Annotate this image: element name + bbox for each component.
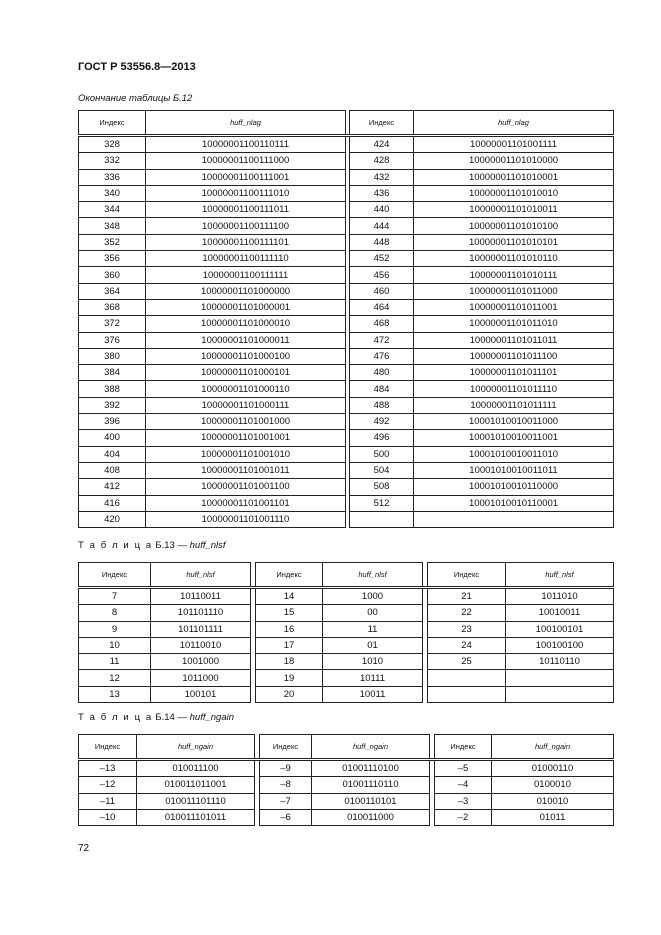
table-cell: 010011100: [137, 760, 255, 777]
table-cell: 10000001101011111: [414, 397, 614, 413]
table-cell: 10000001101001111: [414, 136, 614, 153]
table-cell: 10000001100111110: [146, 251, 346, 267]
table-row: [79, 605, 614, 621]
table-row: [79, 185, 614, 201]
table-cell: 10000001101011101: [414, 365, 614, 381]
table-cell: 11: [323, 621, 423, 637]
col-header-code: huff_ngain: [137, 735, 255, 760]
table-cell: 10000001100111010: [146, 185, 346, 201]
table-cell: 10000001101010000: [414, 153, 614, 169]
table-cell: –7: [260, 793, 312, 809]
table-cell: 10001010010110000: [414, 479, 614, 495]
table-cell: 10001010010011000: [414, 414, 614, 430]
table-cell: 0100110101: [312, 793, 430, 809]
table-cell: 100100100: [506, 637, 614, 653]
caption-name: huff_nlsf: [189, 540, 226, 551]
table-cell: 01000110: [492, 760, 614, 777]
table-cell: 440: [350, 202, 414, 218]
caption-number: Б.13 —: [155, 540, 187, 551]
table-cell: –6: [260, 809, 312, 825]
table-cell: 10000001101010111: [414, 267, 614, 283]
table-row: [79, 479, 614, 495]
table-cell: 7: [79, 588, 151, 605]
table-cell: 464: [350, 299, 414, 315]
table-cell: 360: [79, 267, 146, 283]
table-cell: [506, 686, 614, 702]
caption-number: Б.14 —: [155, 712, 187, 723]
table-cell: 332: [79, 153, 146, 169]
table-cell: 10110011: [151, 588, 251, 605]
table-cell: 472: [350, 332, 414, 348]
table-cell: 452: [350, 251, 414, 267]
table-cell: 10000001100111011: [146, 202, 346, 218]
table-cell: [428, 670, 506, 686]
table-row: [79, 234, 614, 250]
col-header-index: Индекс: [435, 735, 492, 760]
table-cell: 364: [79, 283, 146, 299]
table-cell: 10000001101011011: [414, 332, 614, 348]
table-cell: 01001110110: [312, 777, 430, 793]
table-cell: 100100101: [506, 621, 614, 637]
table-row: [79, 670, 614, 686]
table-row: [79, 316, 614, 332]
table-cell: 23: [428, 621, 506, 637]
table-cell: 480: [350, 365, 414, 381]
table-cell: 460: [350, 283, 414, 299]
table-row: [79, 495, 614, 511]
table-cell: 10000001101010110: [414, 251, 614, 267]
table-cell: [506, 670, 614, 686]
table-cell: 25: [428, 654, 506, 670]
col-header-code: huff_ngain: [492, 735, 614, 760]
table-cell: 10000001100111000: [146, 153, 346, 169]
table-cell: 10000001101001000: [146, 414, 346, 430]
table-cell: 504: [350, 462, 414, 478]
table-cell: –9: [260, 760, 312, 777]
table-row: [79, 686, 614, 702]
col-header-index: Индекс: [79, 735, 137, 760]
table-row: [79, 511, 614, 527]
table-cell: –4: [435, 777, 492, 793]
table-cell: 10000001101000101: [146, 365, 346, 381]
table-cell: 10001010010011010: [414, 446, 614, 462]
table-cell: 10000001101001101: [146, 495, 346, 511]
col-header-index: Индекс: [428, 563, 506, 588]
table-cell: 21: [428, 588, 506, 605]
table-cell: [428, 686, 506, 702]
table-row: [79, 348, 614, 364]
table-cell: –11: [79, 793, 137, 809]
table-cell: 428: [350, 153, 414, 169]
table-row: [79, 218, 614, 234]
table-cell: 14: [256, 588, 323, 605]
table-cell: 328: [79, 136, 146, 153]
table-cell: 356: [79, 251, 146, 267]
table-cell: 22: [428, 605, 506, 621]
col-header-code: huff_nlag: [146, 111, 346, 136]
table-cell: 10000001100111001: [146, 169, 346, 185]
table-cell: 404: [79, 446, 146, 462]
table-cell: 01011: [492, 809, 614, 825]
col-header-code: huff_ngain: [312, 735, 430, 760]
table-cell: 10000001100110111: [146, 136, 346, 153]
table-b13: [78, 562, 614, 703]
table-cell: 488: [350, 397, 414, 413]
col-header-code: huff_nlag: [414, 111, 614, 136]
table-cell: 388: [79, 381, 146, 397]
table-cell: 13: [79, 686, 151, 702]
table-cell: 340: [79, 185, 146, 201]
table-cell: 010011011001: [137, 777, 255, 793]
table-cell: 17: [256, 637, 323, 653]
table-cell: 436: [350, 185, 414, 201]
table-cell: –13: [79, 760, 137, 777]
table-cell: 10010011: [506, 605, 614, 621]
table-cell: 10000001101010011: [414, 202, 614, 218]
table-cell: 344: [79, 202, 146, 218]
col-header-code: huff_nlsf: [151, 563, 251, 588]
table-row: [79, 637, 614, 653]
table-cell: 1000: [323, 588, 423, 605]
table-cell: 10110110: [506, 654, 614, 670]
table-cell: 15: [256, 605, 323, 621]
table-row: [79, 793, 614, 809]
table-cell: 11: [79, 654, 151, 670]
table-cell: 10001010010011011: [414, 462, 614, 478]
table-cell: –10: [79, 809, 137, 825]
table-cell: 456: [350, 267, 414, 283]
table-row: [79, 169, 614, 185]
table-cell: 010011101110: [137, 793, 255, 809]
page-number: 72: [78, 843, 90, 854]
table-cell: [414, 511, 614, 527]
table-cell: 10000001101011010: [414, 316, 614, 332]
table-b12: [78, 110, 614, 528]
table-cell: 392: [79, 397, 146, 413]
table-cell: 00: [323, 605, 423, 621]
table-cell: 408: [79, 462, 146, 478]
table-cell: 8: [79, 605, 151, 621]
table-cell: 10000001101001100: [146, 479, 346, 495]
table-cell: 10000001101010010: [414, 185, 614, 201]
table-cell: 10000001101011001: [414, 299, 614, 315]
table-cell: 10000001101001001: [146, 430, 346, 446]
table-cell: 24: [428, 637, 506, 653]
table-cell: 348: [79, 218, 146, 234]
table-cell: 484: [350, 381, 414, 397]
table-cell: 10000001101001110: [146, 511, 346, 527]
table-cell: 010011101011: [137, 809, 255, 825]
table-b14: [78, 734, 614, 826]
table-cell: 512: [350, 495, 414, 511]
table-cell: 19: [256, 670, 323, 686]
table-cell: –5: [435, 760, 492, 777]
caption-prefix: Т а б л и ц а: [78, 540, 153, 551]
table-cell: 492: [350, 414, 414, 430]
col-header-code: huff_nlsf: [506, 563, 614, 588]
table-cell: 010011000: [312, 809, 430, 825]
table-cell: 336: [79, 169, 146, 185]
table-cell: 1011000: [151, 670, 251, 686]
table-cell: 10111: [323, 670, 423, 686]
table-cell: 448: [350, 234, 414, 250]
table-cell: 10110010: [151, 637, 251, 653]
standard-number: ГОСТ Р 53556.8—2013: [78, 61, 196, 73]
table-cell: –12: [79, 777, 137, 793]
table-cell: 10000001101000011: [146, 332, 346, 348]
table-row: [79, 267, 614, 283]
table-cell: 468: [350, 316, 414, 332]
table-cell: 1010: [323, 654, 423, 670]
table-cell: 372: [79, 316, 146, 332]
col-header-index: Индекс: [79, 563, 151, 588]
caption-name: huff_ngain: [189, 712, 234, 723]
table-row: [79, 809, 614, 825]
table-row: [79, 202, 614, 218]
table-cell: 16: [256, 621, 323, 637]
table-cell: 010010: [492, 793, 614, 809]
table-cell: 352: [79, 234, 146, 250]
table-cell: 10: [79, 637, 151, 653]
table-cell: 376: [79, 332, 146, 348]
table-row: [79, 430, 614, 446]
table-cell: 476: [350, 348, 414, 364]
table-cell: 18: [256, 654, 323, 670]
table-cell: 10000001101010001: [414, 169, 614, 185]
table-b14-caption: [78, 712, 234, 723]
table-row: [79, 332, 614, 348]
table-cell: 9: [79, 621, 151, 637]
table-row: [79, 365, 614, 381]
table-cell: 100101: [151, 686, 251, 702]
table-row: [79, 462, 614, 478]
table-cell: 20: [256, 686, 323, 702]
table-row: [79, 136, 614, 153]
table-row: [79, 397, 614, 413]
table-cell: 1011010: [506, 588, 614, 605]
table-cell: 396: [79, 414, 146, 430]
table-row: [79, 777, 614, 793]
table-cell: 10001010010110001: [414, 495, 614, 511]
table-cell: 10000001101000001: [146, 299, 346, 315]
table-row: [79, 588, 614, 605]
table-row: [79, 760, 614, 777]
table-cell: 10001010010011001: [414, 430, 614, 446]
table-cell: 101101110: [151, 605, 251, 621]
table-cell: 12: [79, 670, 151, 686]
table-cell: 10000001101001011: [146, 462, 346, 478]
table-cell: 416: [79, 495, 146, 511]
table-b12-caption: Окончание таблицы Б.12: [78, 93, 193, 104]
table-cell: 384: [79, 365, 146, 381]
table-row: [79, 621, 614, 637]
col-header-index: Индекс: [79, 111, 146, 136]
table-cell: 10000001100111101: [146, 234, 346, 250]
caption-prefix: Т а б л и ц а: [78, 712, 153, 723]
table-cell: 10000001101011110: [414, 381, 614, 397]
table-cell: 0100010: [492, 777, 614, 793]
col-header-index: Индекс: [256, 563, 323, 588]
col-header-index: Индекс: [350, 111, 414, 136]
col-header-index: Индекс: [260, 735, 312, 760]
table-row: [79, 654, 614, 670]
table-cell: 1001000: [151, 654, 251, 670]
table-cell: 101101111: [151, 621, 251, 637]
table-row: [79, 381, 614, 397]
table-cell: 10000001101010101: [414, 234, 614, 250]
table-cell: 412: [79, 479, 146, 495]
col-header-code: huff_nlsf: [323, 563, 423, 588]
table-row: [79, 446, 614, 462]
table-cell: 400: [79, 430, 146, 446]
table-cell: 10000001101000000: [146, 283, 346, 299]
table-cell: 10000001100111100: [146, 218, 346, 234]
table-cell: 432: [350, 169, 414, 185]
table-row: [79, 414, 614, 430]
table-row: [79, 299, 614, 315]
table-cell: 496: [350, 430, 414, 446]
table-cell: 508: [350, 479, 414, 495]
table-cell: 10000001101010100: [414, 218, 614, 234]
table-cell: 10000001101000111: [146, 397, 346, 413]
table-cell: 10011: [323, 686, 423, 702]
table-cell: 10000001101011000: [414, 283, 614, 299]
table-cell: 368: [79, 299, 146, 315]
table-cell: –3: [435, 793, 492, 809]
table-cell: 424: [350, 136, 414, 153]
table-cell: 10000001100111111: [146, 267, 346, 283]
table-row: [79, 251, 614, 267]
table-cell: 420: [79, 511, 146, 527]
table-cell: 10000001101001010: [146, 446, 346, 462]
table-cell: 10000001101000010: [146, 316, 346, 332]
table-row: [79, 153, 614, 169]
table-cell: [350, 511, 414, 527]
table-cell: 10000001101000110: [146, 381, 346, 397]
table-cell: 444: [350, 218, 414, 234]
table-cell: 10000001101000100: [146, 348, 346, 364]
table-cell: 500: [350, 446, 414, 462]
table-b13-caption: [78, 540, 226, 551]
table-cell: –8: [260, 777, 312, 793]
table-cell: 01: [323, 637, 423, 653]
table-cell: 10000001101011100: [414, 348, 614, 364]
table-cell: 380: [79, 348, 146, 364]
table-row: [79, 283, 614, 299]
table-cell: –2: [435, 809, 492, 825]
table-cell: 01001110100: [312, 760, 430, 777]
